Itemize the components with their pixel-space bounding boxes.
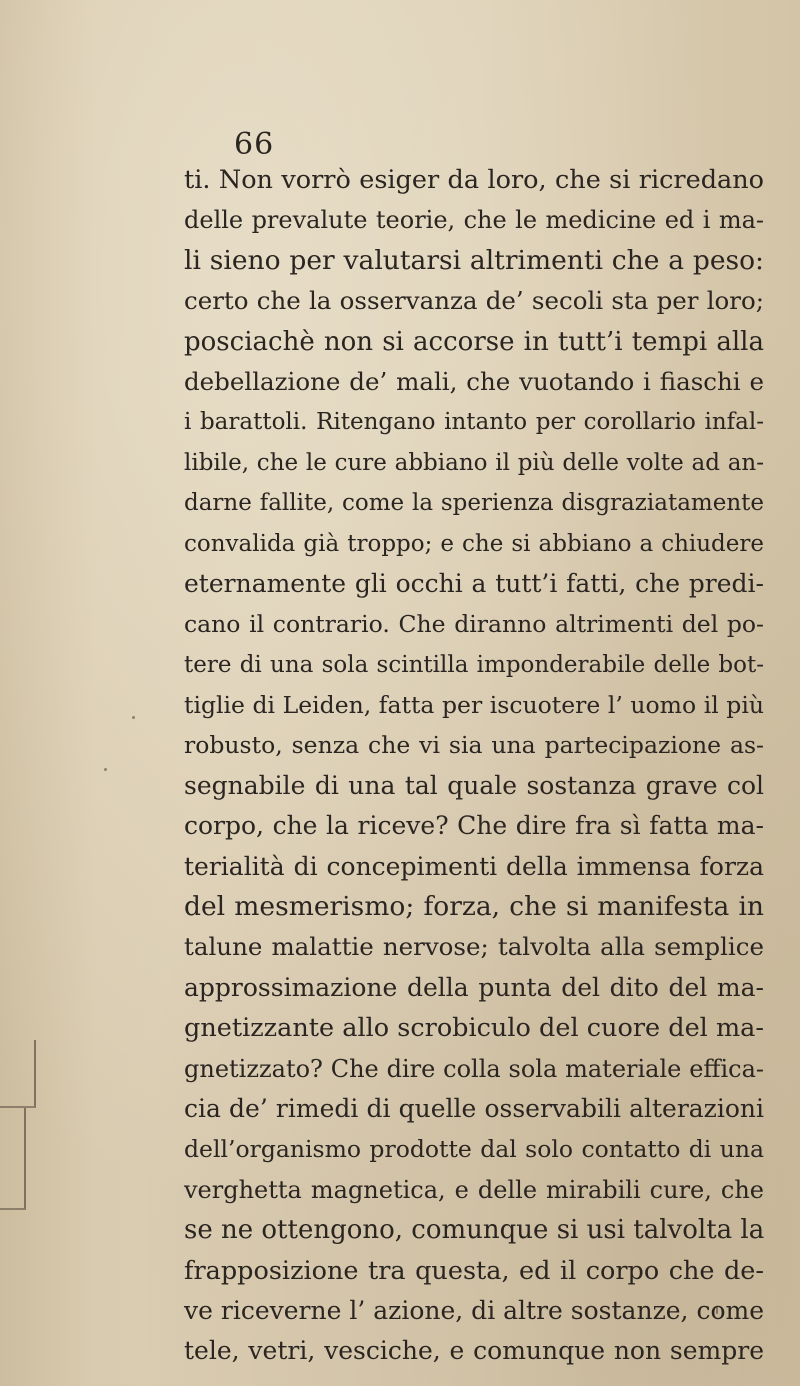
text-line: certo che la osservanza de’ secoli sta per loro;: [184, 286, 764, 316]
text-line: i barattoli. Ritengano intanto per corollario infal-: [184, 409, 764, 436]
text-line: eternamente gli occhi a tutt’i fatti, che predi-: [184, 568, 764, 598]
text-line: debellazione de’ mali, che vuotando i fiaschi e: [184, 366, 764, 396]
text-line: delle prevalute teorie, che le medicine ed i ma-: [184, 206, 764, 235]
text-line: darne fallite, come la sperienza disgraziatamente: [184, 490, 764, 517]
text-line: convalida già troppo; e che si abbiano a chiudere: [184, 530, 764, 557]
text-line: talune malattie nervose; talvolta alla semplice: [184, 932, 764, 962]
page-number: 66: [234, 127, 275, 162]
text-line: tere di una sola scintilla imponderabile delle bot-: [184, 651, 764, 678]
text-line: gnetizzante allo scrobiculo del cuore del ma-: [184, 1013, 764, 1044]
text-line: verghetta magnetica, e delle mirabili cure, che: [184, 1175, 764, 1204]
text-line: dell’organismo prodotte dal solo contatto di una: [184, 1135, 764, 1164]
text-line: cano il contrario. Che diranno altrimenti del po-: [184, 610, 764, 639]
text-line: del mesmerismo; forza, che si manifesta in: [184, 891, 764, 923]
text-line: terialità di concepimenti della immensa forza: [184, 851, 764, 881]
text-line: frapposizione tra questa, ed il corpo che de-: [184, 1255, 764, 1286]
text-line: robusto, senza che vi sia una partecipazione as-: [184, 731, 764, 760]
page-edge-mark: [0, 1108, 26, 1210]
text-line: corpo, che la riceve? Che dire fra sì fatta ma-: [184, 811, 764, 841]
text-line: ti. Non vorrò esiger da loro, che si ricredano: [184, 165, 764, 195]
page-edge-mark: [0, 1040, 36, 1108]
text-line: ve riceverne l’ azione, di altre sostanze, come: [184, 1295, 764, 1325]
paper-speck: [132, 716, 135, 719]
text-line: cia de’ rimedi di quelle osservabili alterazioni: [184, 1093, 764, 1123]
text-line: tiglie di Leiden, fatta per iscuotere l’ uomo il più: [184, 691, 764, 720]
text-line: posciachè non si accorse in tutt’i tempi alla: [184, 326, 764, 357]
body-text: [184, 160, 764, 1372]
text-line: segnabile di una tal quale sostanza grave col: [184, 770, 764, 800]
paper-speck: [104, 768, 107, 771]
text-line: libile, che le cure abbiano il più delle volte ad an-: [184, 449, 764, 476]
text-line: tele, vetri, vesciche, e comunque non sempre: [184, 1336, 764, 1366]
text-line: li sieno per valutarsi altrimenti che a peso:: [184, 244, 764, 276]
text-line: se ne ottengono, comunque si usi talvolta la: [184, 1215, 765, 1246]
text-line: gnetizzato? Che dire colla sola materiale effica-: [184, 1054, 764, 1083]
text-line: approssimazione della punta del dito del ma-: [184, 972, 764, 1002]
